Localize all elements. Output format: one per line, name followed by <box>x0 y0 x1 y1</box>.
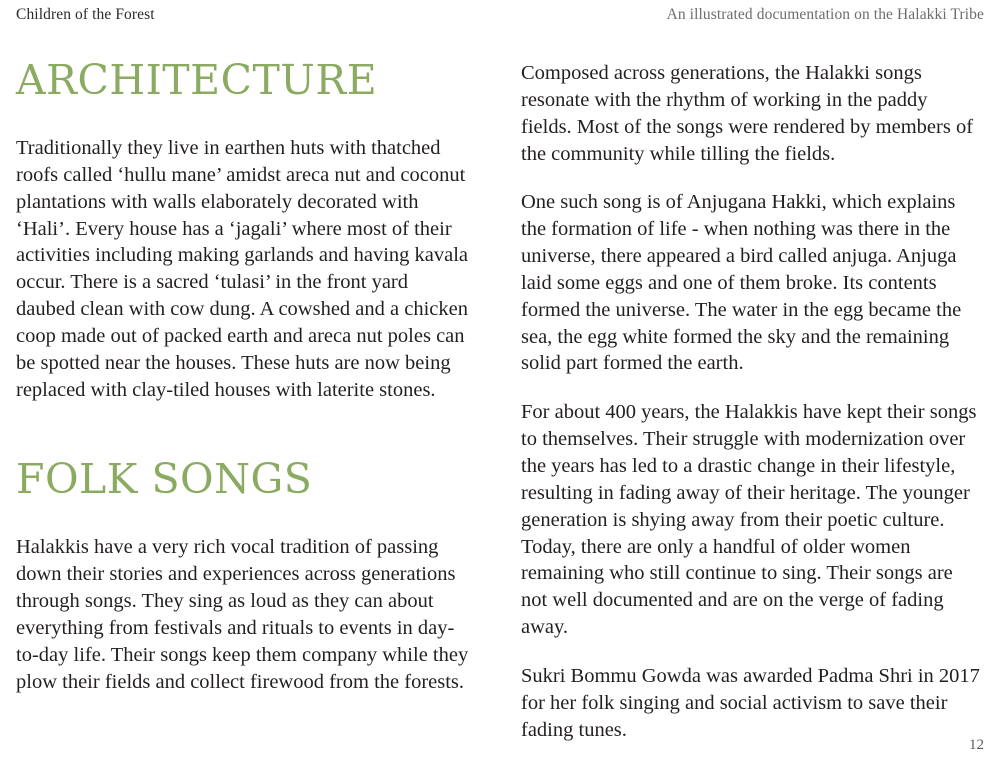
architecture-paragraph-1: Traditionally they live in earthen huts with thatched roofs called ‘hullu mane’ amidst areca nut and coconut plantations with walls elaborately decorated with ‘Hali’. Every house has a ‘jagali’ where most of their activities including making garlands and having kavala occur. There is a sacred ‘tulasi’ in the front yard daubed clean with cow dung. A cowshed and a chicken coop made out of packed earth and areca nut poles can be spotted near the houses. These huts are now being replaced with clay-tiled houses with laterite stones. <box>16 137 469 401</box>
running-head <box>0 6 1000 28</box>
running-head-left: Children of the Forest <box>16 6 155 23</box>
running-head-right: An illustrated documentation on the Halakki Tribe <box>666 6 984 23</box>
right-paragraph-4: Sukri Bommu Gowda was awarded Padma Shri in 2017 for her folk singing and social activism to save their fading tunes. <box>521 664 980 741</box>
left-column <box>16 56 472 696</box>
page-number: 12 <box>969 737 984 753</box>
right-paragraph-2: One such song is of Anjugana Hakki, which explains the formation of life - when nothing was there in the universe, there appeared a bird called anjuga. Anjuga laid some eggs and one of them broke. Its contents formed the universe. The water in the egg became the sea, the egg white formed the sky and the remaining solid part formed the earth. <box>521 191 962 375</box>
right-paragraph-3: For about 400 years, the Halakkis have kept their songs to themselves. Their struggle with modernization over the years has led to a drastic change in their lifestyle, resulting in fading away of their heritage. The younger generation is shying away from their poetic culture. Today, there are only a handful of older women remaining who still continue to sing. Their songs are not well documented and are on the verge of fading away. <box>521 401 977 639</box>
right-paragraph-1: Composed across generations, the Halakki songs resonate with the rhythm of working in the paddy fields. Most of the songs were rendered by members of the community while tilling the fields. <box>521 62 974 165</box>
right-column <box>521 60 981 743</box>
folk-songs-paragraph-1: Halakkis have a very rich vocal tradition of passing down their stories and experiences across generations through songs. They sing as loud as they can about everything from festivals and rituals to events in day-to-day life. Their songs keep them company while they plow their fields and collect firewood from the forests. <box>16 536 469 693</box>
section-title-folk-songs: FOLK SONGS <box>16 455 313 504</box>
section-title-architecture: ARCHITECTURE <box>16 56 378 104</box>
